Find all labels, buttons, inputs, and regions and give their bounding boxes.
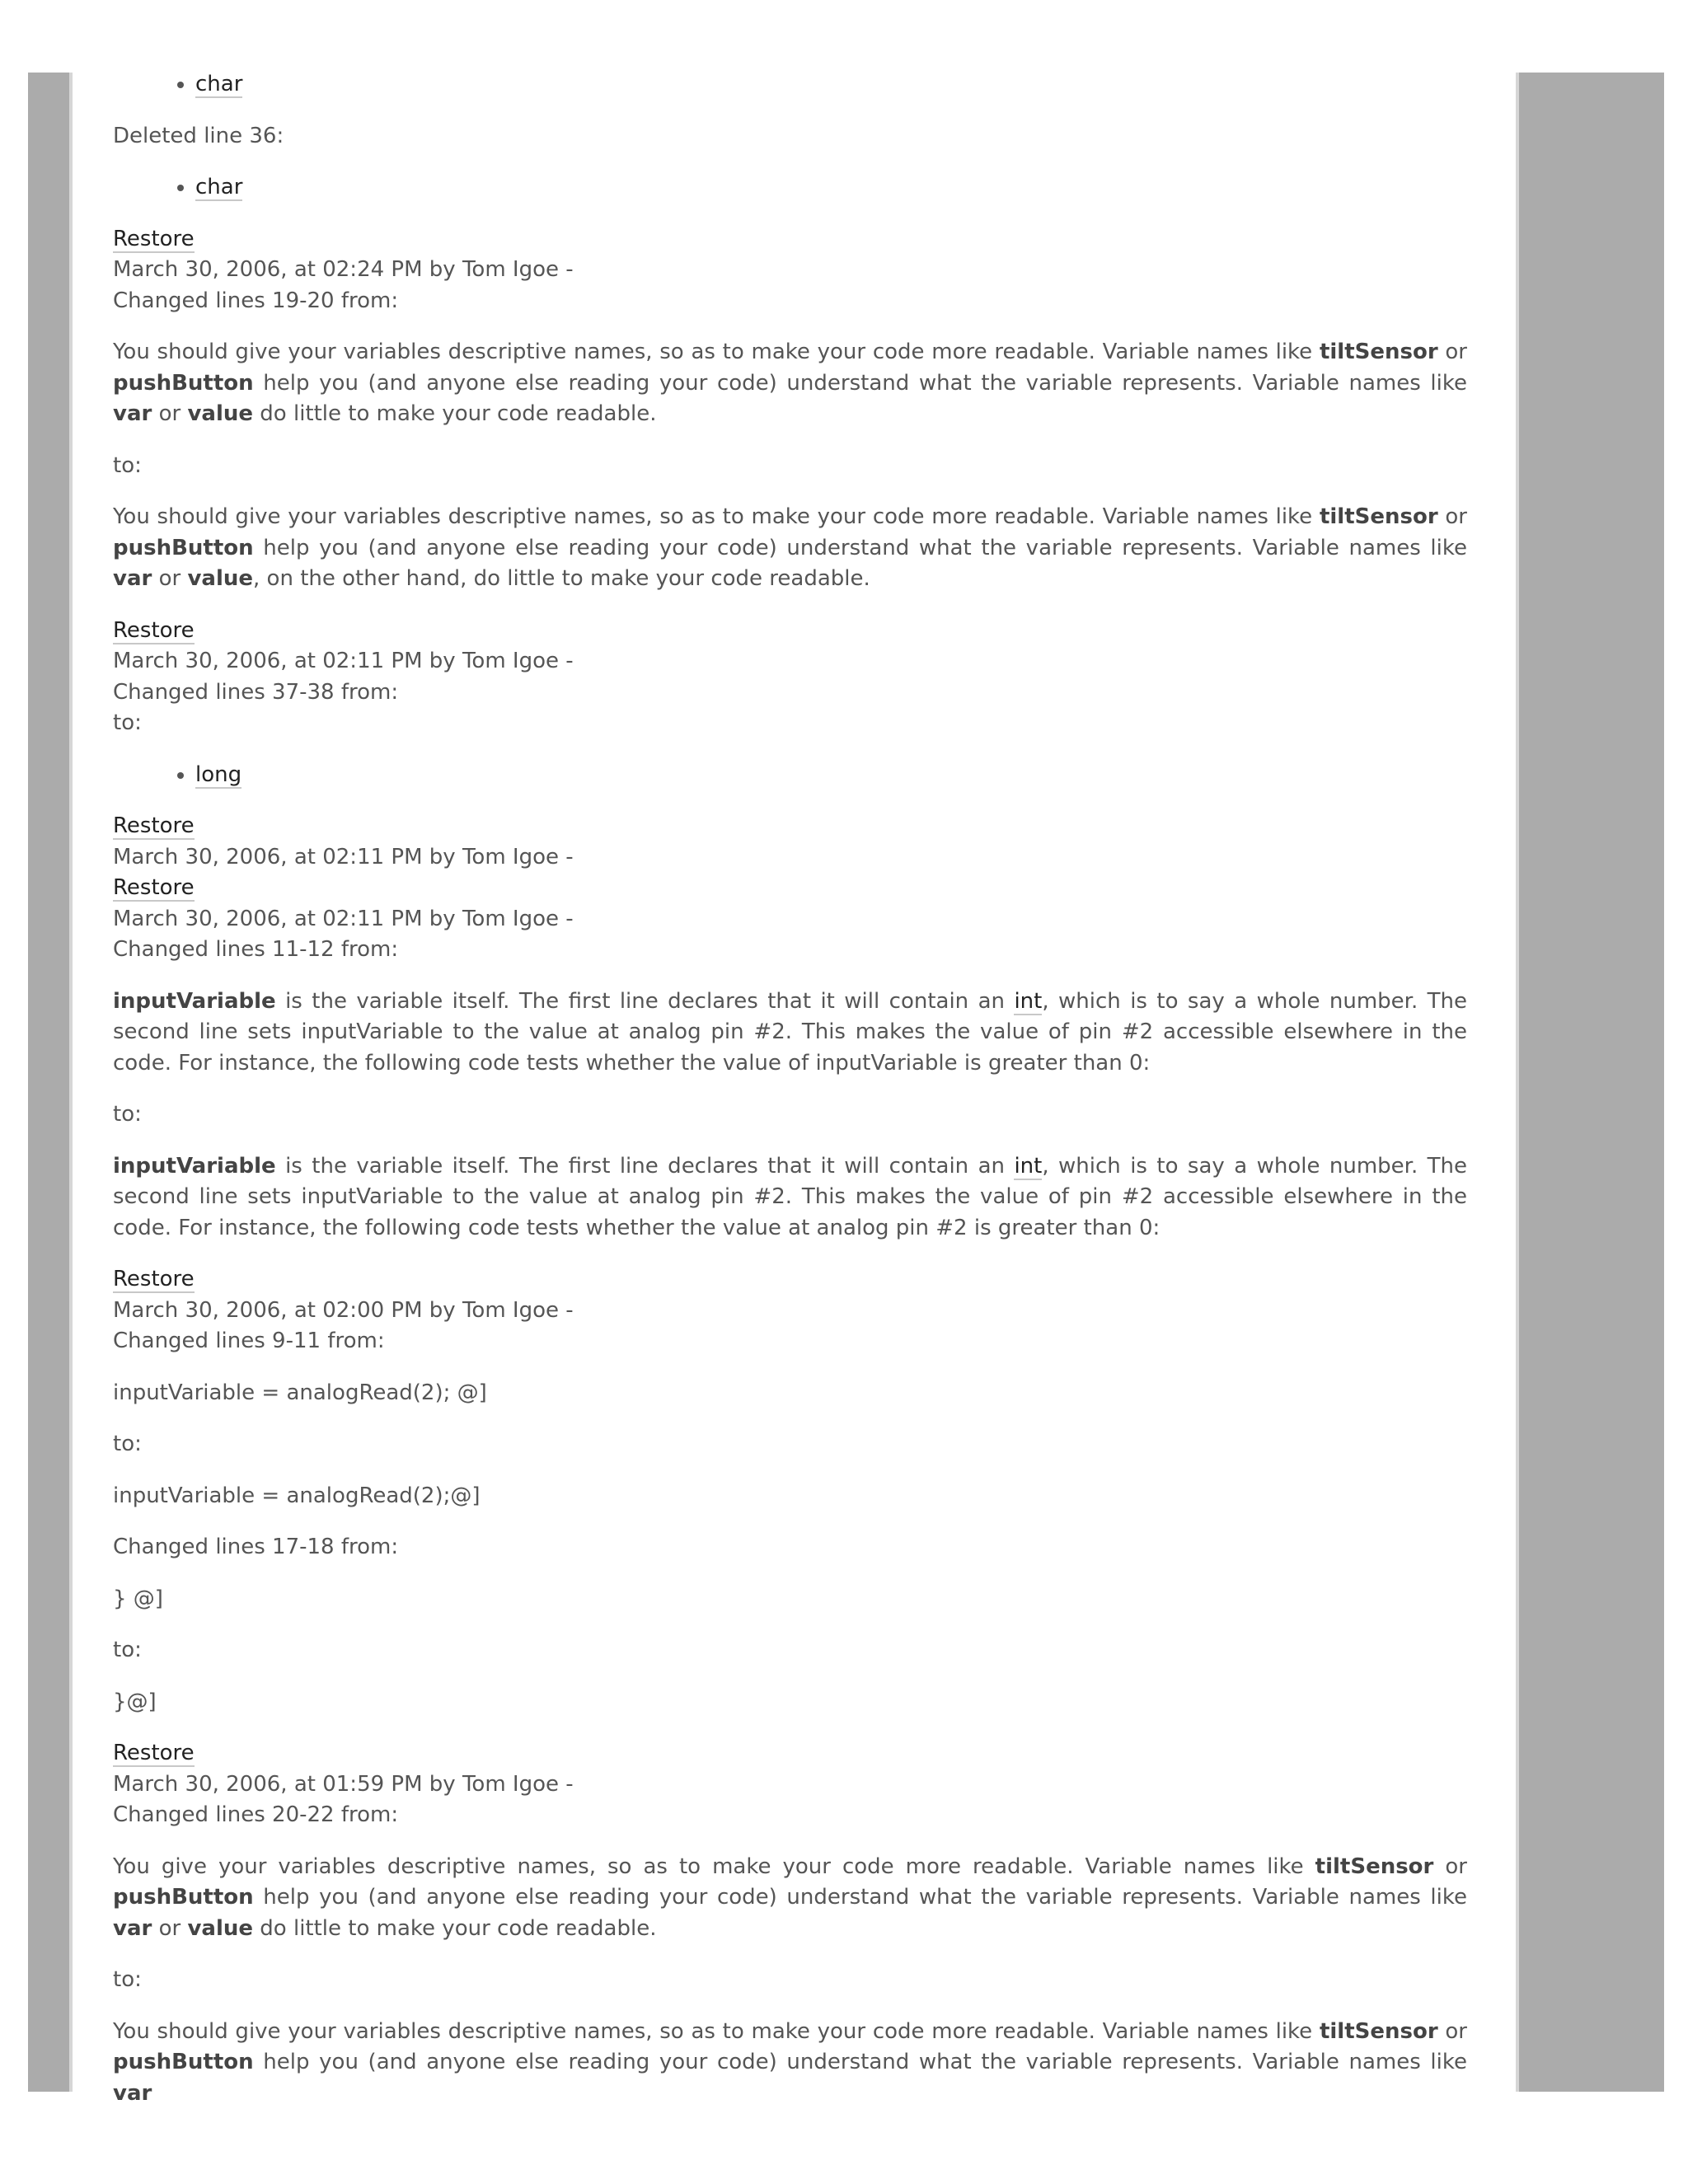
restore-link[interactable]: Restore [113,813,195,838]
deleted-line-label: Deleted line 36: [113,123,284,148]
diff-to-text: You should give your variables descriptive names, so as to make your code more readable. Variable names like tiltSensor or pushButton help you (and anyone else reading your code) understand what the variable represents. Variable names like var or value, on the other hand, do little to make your code readable. [113,504,1467,591]
int-link[interactable]: int [1014,988,1043,1014]
list-item [195,760,1467,791]
diff-to-text: You should give your variables descriptive names, so as to make your code more readable. Variable names like tiltSensor or pushButton help you (and anyone else reading your code) understand what the variable represents. Variable names like var [113,2018,1467,2106]
list-item [195,172,1467,204]
list-item-link[interactable]: long [195,762,242,787]
restore-link[interactable]: Restore [113,617,195,643]
bullet-list [113,172,1467,204]
revision-meta: March 30, 2006, at 02:11 PM by Tom Igoe - [113,844,574,869]
to-label: to: [113,1638,142,1662]
diff-to-code: inputVariable = analogRead(2);@] [113,1483,481,1508]
to-label: to: [113,1967,142,1992]
left-gutter [28,73,69,2092]
to-label: to: [113,710,142,735]
revision-entry [113,224,1467,317]
revision-meta: March 30, 2006, at 01:59 PM by Tom Igoe - [113,1771,574,1797]
revision-meta: March 30, 2006, at 02:00 PM by Tom Igoe - [113,1297,574,1323]
list-item [195,69,1467,101]
diff-from-code: inputVariable = analogRead(2); @] [113,1380,487,1405]
to-label: to: [113,1432,142,1456]
changed-lines-label: Changed lines 19-20 from: [113,288,399,313]
restore-link[interactable]: Restore [113,875,195,900]
changed-lines-label: Changed lines 37-38 from: [113,679,399,705]
revision-entry [113,811,1467,966]
diff-from-text: You should give your variables descriptive names, so as to make your code more readable. Variable names like tiltSensor or pushButton help you (and anyone else reading your code) understand what the variable represents. Variable names like var or value do little to make your code readable. [113,340,1467,426]
changed-lines-label: Changed lines 11-12 from: [113,937,399,962]
restore-link[interactable]: Restore [113,1267,195,1291]
revision-entry [113,1264,1467,1357]
left-gutter-edge [69,73,73,2092]
diff-from-code: } @] [113,1586,163,1611]
diff-to-text: inputVariable is the variable itself. The first line declares that it will contain an int, which is to say a whole number. The second line sets inputVariable to the value at analog pin #2. This makes the value of pin #2 accessible elsewhere in the code. For instance, the following code tests whether the value at analog pin #2 is greater than 0: [113,1153,1468,1240]
revision-entry [113,616,1467,739]
to-label: to: [113,452,142,478]
changed-lines-label: Changed lines 9-11 from: [113,1329,385,1353]
to-label: to: [113,1102,142,1127]
revision-meta: March 30, 2006, at 02:24 PM by Tom Igoe - [113,257,574,282]
revision-meta: March 30, 2006, at 02:11 PM by Tom Igoe - [113,649,574,673]
list-item-link[interactable]: char [195,72,243,96]
revision-entry [113,1738,1467,1831]
restore-link[interactable]: Restore [113,226,195,251]
changed-lines-label: Changed lines 20-22 from: [113,1802,399,1827]
int-link[interactable]: int [1014,1153,1043,1179]
diff-to-code: }@] [113,1689,157,1714]
changed-lines-label: Changed lines 17-18 from: [113,1535,399,1559]
bullet-list [113,69,1467,101]
diff-from-text: inputVariable is the variable itself. The first line declares that it will contain an int, which is to say a whole number. The second line sets inputVariable to the value at analog pin #2. This makes the value of pin #2 accessible elsewhere in the code. For instance, the following code tests whether the value of inputVariable is greater than 0: [113,988,1468,1076]
revision-meta: March 30, 2006, at 02:11 PM by Tom Igoe - [113,906,574,931]
right-gutter [1519,73,1664,2092]
bullet-list [113,760,1467,791]
list-item-link[interactable]: char [195,175,243,199]
restore-link[interactable]: Restore [113,1741,195,1765]
diff-from-text: You give your variables descriptive names, so as to make your code more readable. Variable names like tiltSensor or pushButton help you (and anyone else reading your code) understand what the variable represents. Variable names like var or value do little to make your code readable. [113,1854,1467,1941]
page-history-content [113,69,1467,2130]
